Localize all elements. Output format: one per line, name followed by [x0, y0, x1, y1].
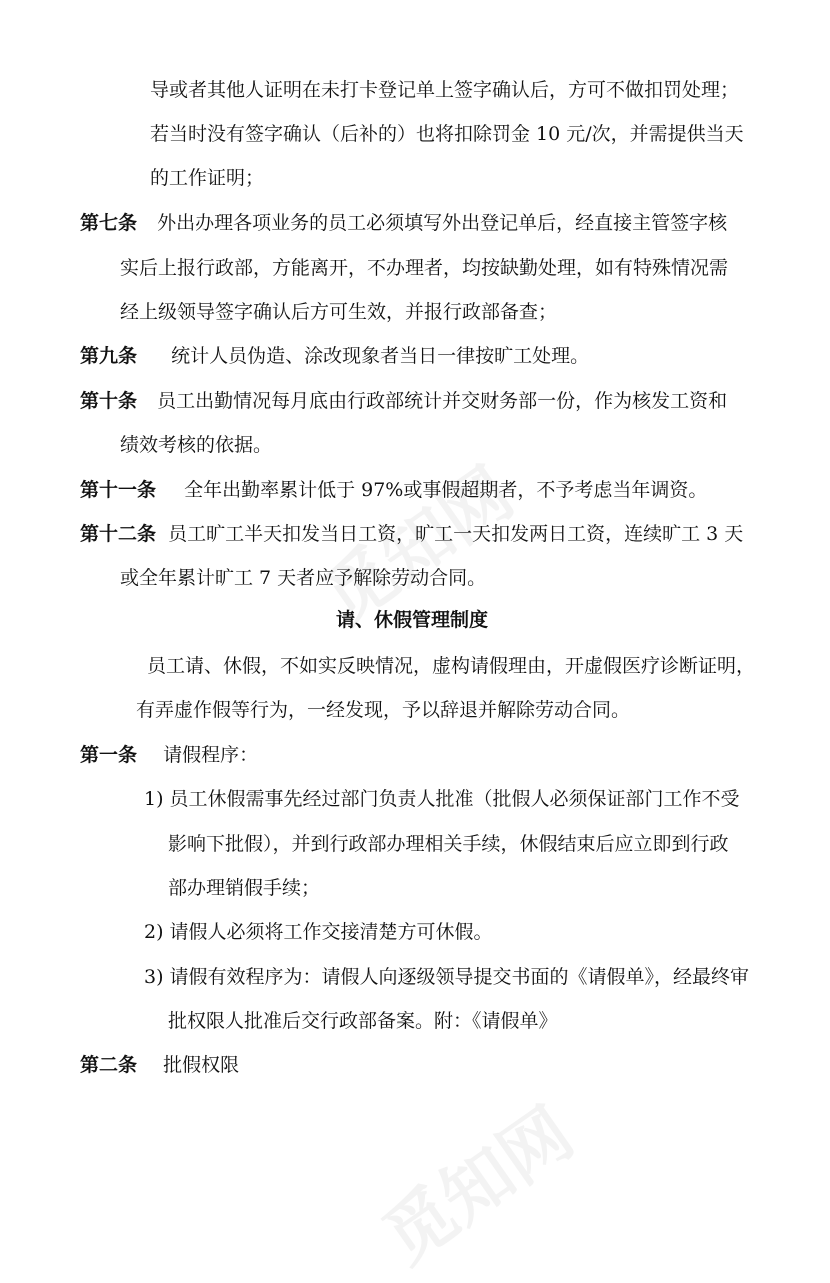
article-label: 第一条: [80, 744, 138, 766]
text-line: 经上级领导签字确认后方可生效，并报行政部备查；: [120, 301, 558, 323]
article-text: 外出办理各项业务的员工必须填写外出登记单后，经直接主管签字核: [157, 212, 728, 234]
list-item: 1) 员工休假需事先经过部门负责人批准（批假人必须保证部门工作不受: [144, 788, 740, 810]
article-label: 第九条: [80, 345, 138, 367]
article-text: 请假程序：: [163, 744, 259, 766]
article-10: [80, 389, 727, 413]
article-label: 第十二条: [80, 523, 157, 545]
list-item: 2) 请假人必须将工作交接清楚方可休假。: [144, 921, 493, 943]
text-line: 员工请、休假，不如实反映情况，虚构请假理由，开虚假医疗诊断证明，: [147, 655, 756, 677]
article-12: [80, 522, 743, 546]
text-line: 或全年累计旷工 7 天者应予解除劳动合同。: [120, 567, 487, 589]
text-line: 导或者其他人证明在未打卡登记单上签字确认后，方可不做扣罚处理；: [150, 79, 740, 101]
text-line: 影响下批假），并到行政部办理相关手续，休假结束后应立即到行政: [168, 833, 729, 855]
article-label: 第十一条: [80, 479, 157, 501]
list-item: 3) 请假有效程序为：请假人向逐级领导提交书面的《请假单》，经最终审: [144, 966, 750, 988]
article-text: 统计人员伪造、涂改现象者当日一律按旷工处理。: [171, 345, 590, 367]
article-11: [80, 478, 707, 502]
text-line: 的工作证明；: [150, 167, 265, 189]
article-label: 第二条: [80, 1054, 138, 1076]
article-7: [80, 211, 727, 235]
section-title: 请、休假管理制度: [336, 609, 489, 631]
text-line: 批权限人批准后交行政部备案。附：《请假单》: [168, 1010, 558, 1032]
article-label: 第七条: [80, 212, 138, 234]
article-text: 批假权限: [163, 1054, 240, 1076]
section-article-2: [80, 1053, 239, 1077]
watermark: [360, 1080, 590, 1283]
article-9: [80, 344, 589, 368]
article-text: 员工出勤情况每月底由行政部统计并交财务部一份，作为核发工资和: [157, 390, 728, 412]
text-line: 部办理销假手续；: [168, 877, 321, 899]
article-label: 第十条: [80, 390, 138, 412]
text-line: 若当时没有签字确认（后补的）也将扣除罚金 10 元/次，并需提供当天: [150, 123, 744, 145]
text-line: 绩效考核的依据。: [120, 434, 273, 456]
section-article-1: [80, 743, 258, 767]
article-text: 全年出勤率累计低于 97%或事假超期者，不予考虑当年调资。: [184, 479, 708, 501]
article-text: 员工旷工半天扣发当日工资，旷工一天扣发两日工资，连续旷工 3 天: [168, 523, 744, 545]
text-line: 实后上报行政部，方能离开，不办理者，均按缺勤处理，如有特殊情况需: [120, 257, 729, 279]
text-line: 有弄虚作假等行为，一经发现，予以辞退并解除劳动合同。: [136, 699, 631, 721]
